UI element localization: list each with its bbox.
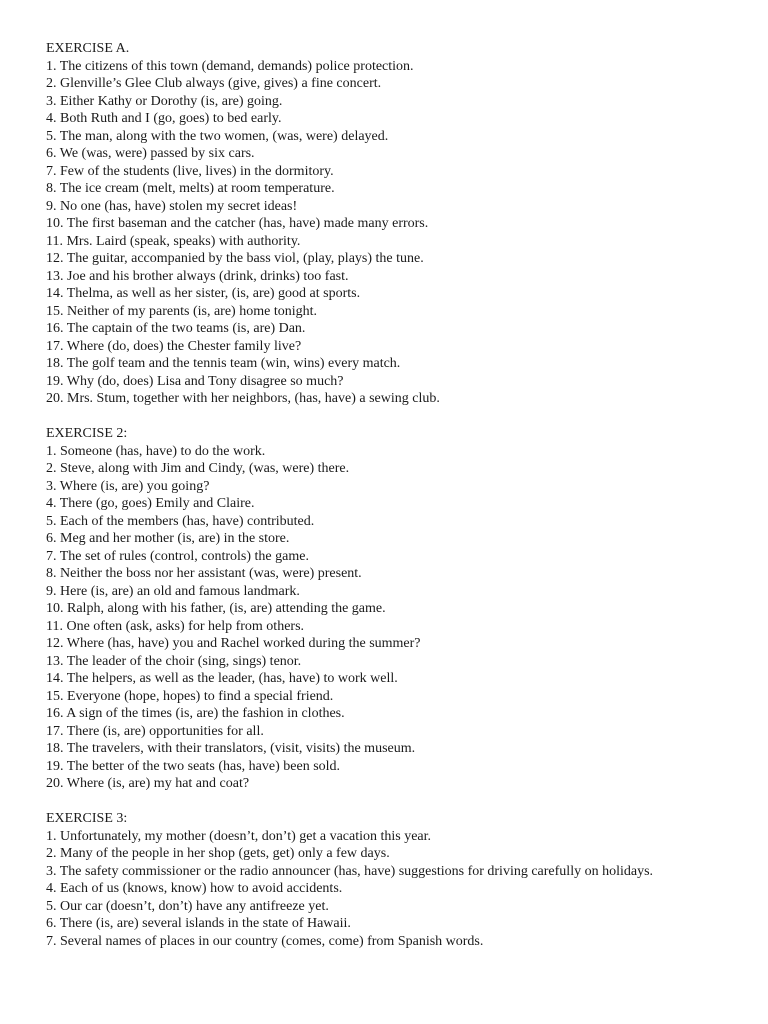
- exercise-title: EXERCISE 2:: [46, 426, 128, 441]
- exercise-item: 15. Everyone (hope, hopes) to find a special friend.: [46, 688, 334, 704]
- exercise-item: 8. The ice cream (melt, melts) at room temperature.: [46, 181, 335, 196]
- exercise-title: EXERCISE 3:: [46, 811, 128, 826]
- exercise-item: 5. Our car (doesn’t, don’t) have any antifreeze yet.: [46, 898, 329, 914]
- exercise-item: 7. Several names of places in our country (comes, come) from Spanish words.: [46, 933, 484, 949]
- exercise-3: [46, 810, 686, 950]
- exercise-item: 17. There (is, are) opportunities for all.: [46, 723, 264, 739]
- exercise-item: 1. Someone (has, have) to do the work.: [46, 443, 266, 459]
- exercise-item: 16. The captain of the two teams (is, are) Dan.: [46, 321, 306, 336]
- exercise-item: 3. The safety commissioner or the radio announcer (has, have) suggestions for driving carefully on holidays.: [46, 863, 654, 879]
- exercise-a: [46, 40, 686, 408]
- exercise-item: 2. Glenville’s Glee Club always (give, gives) a fine concert.: [46, 76, 382, 91]
- exercise-title: EXERCISE A.: [46, 41, 130, 56]
- exercise-item: 4. Both Ruth and I (go, goes) to bed early.: [46, 111, 282, 126]
- exercise-item: 7. The set of rules (control, controls) the game.: [46, 548, 309, 564]
- exercise-item: 9. Here (is, are) an old and famous landmark.: [46, 583, 300, 599]
- exercise-item: 2. Many of the people in her shop (gets, get) only a few days.: [46, 846, 390, 861]
- exercise-item: 2. Steve, along with Jim and Cindy, (was, were) there.: [46, 461, 350, 476]
- exercise-item: 16. A sign of the times (is, are) the fashion in clothes.: [46, 706, 345, 721]
- exercise-item: 12. The guitar, accompanied by the bass viol, (play, plays) the tune.: [46, 251, 424, 266]
- exercise-item: 1. Unfortunately, my mother (doesn’t, don’t) get a vacation this year.: [46, 828, 432, 844]
- exercise-item: 6. We (was, were) passed by six cars.: [46, 146, 255, 161]
- exercise-item: 20. Where (is, are) my hat and coat?: [46, 776, 250, 791]
- exercise-item: 9. No one (has, have) stolen my secret ideas!: [46, 198, 298, 214]
- exercise-item: 12. Where (has, have) you and Rachel worked during the summer?: [46, 636, 421, 651]
- exercise-item: 11. One often (ask, asks) for help from others.: [46, 618, 305, 634]
- exercise-item: 19. The better of the two seats (has, have) been sold.: [46, 758, 341, 774]
- exercise-item: 3. Either Kathy or Dorothy (is, are) going.: [46, 93, 283, 109]
- exercise-item: 14. Thelma, as well as her sister, (is, are) good at sports.: [46, 286, 361, 301]
- exercise-item: 8. Neither the boss nor her assistant (was, were) present.: [46, 566, 362, 581]
- exercise-item: 18. The golf team and the tennis team (win, wins) every match.: [46, 356, 401, 371]
- exercise-item: 19. Why (do, does) Lisa and Tony disagree so much?: [46, 373, 344, 389]
- exercise-item: 20. Mrs. Stum, together with her neighbors, (has, have) a sewing club.: [46, 391, 440, 406]
- exercise-item: 18. The travelers, with their translators, (visit, visits) the museum.: [46, 741, 416, 756]
- exercise-item: 6. There (is, are) several islands in the state of Hawaii.: [46, 916, 351, 931]
- exercise-2: [46, 425, 686, 793]
- exercise-item: 6. Meg and her mother (is, are) in the store.: [46, 531, 290, 546]
- exercise-item: 15. Neither of my parents (is, are) home tonight.: [46, 303, 317, 319]
- exercise-item: 1. The citizens of this town (demand, demands) police protection.: [46, 58, 414, 74]
- worksheet-page: [46, 40, 686, 950]
- exercise-item: 5. Each of the members (has, have) contributed.: [46, 513, 315, 529]
- exercise-item: 3. Where (is, are) you going?: [46, 478, 210, 494]
- exercise-item: 4. Each of us (knows, know) how to avoid accidents.: [46, 881, 343, 896]
- exercise-item: 5. The man, along with the two women, (was, were) delayed.: [46, 128, 389, 144]
- exercise-item: 13. The leader of the choir (sing, sings) tenor.: [46, 653, 302, 669]
- exercise-item: 14. The helpers, as well as the leader, (has, have) to work well.: [46, 671, 398, 686]
- exercise-item: 7. Few of the students (live, lives) in the dormitory.: [46, 163, 334, 179]
- exercise-item: 13. Joe and his brother always (drink, drinks) too fast.: [46, 268, 349, 284]
- exercise-item: 10. The first baseman and the catcher (has, have) made many errors.: [46, 216, 429, 231]
- exercise-item: 11. Mrs. Laird (speak, speaks) with authority.: [46, 233, 301, 249]
- exercise-item: 17. Where (do, does) the Chester family live?: [46, 338, 302, 354]
- exercise-item: 10. Ralph, along with his father, (is, are) attending the game.: [46, 601, 386, 616]
- exercise-item: 4. There (go, goes) Emily and Claire.: [46, 496, 255, 511]
